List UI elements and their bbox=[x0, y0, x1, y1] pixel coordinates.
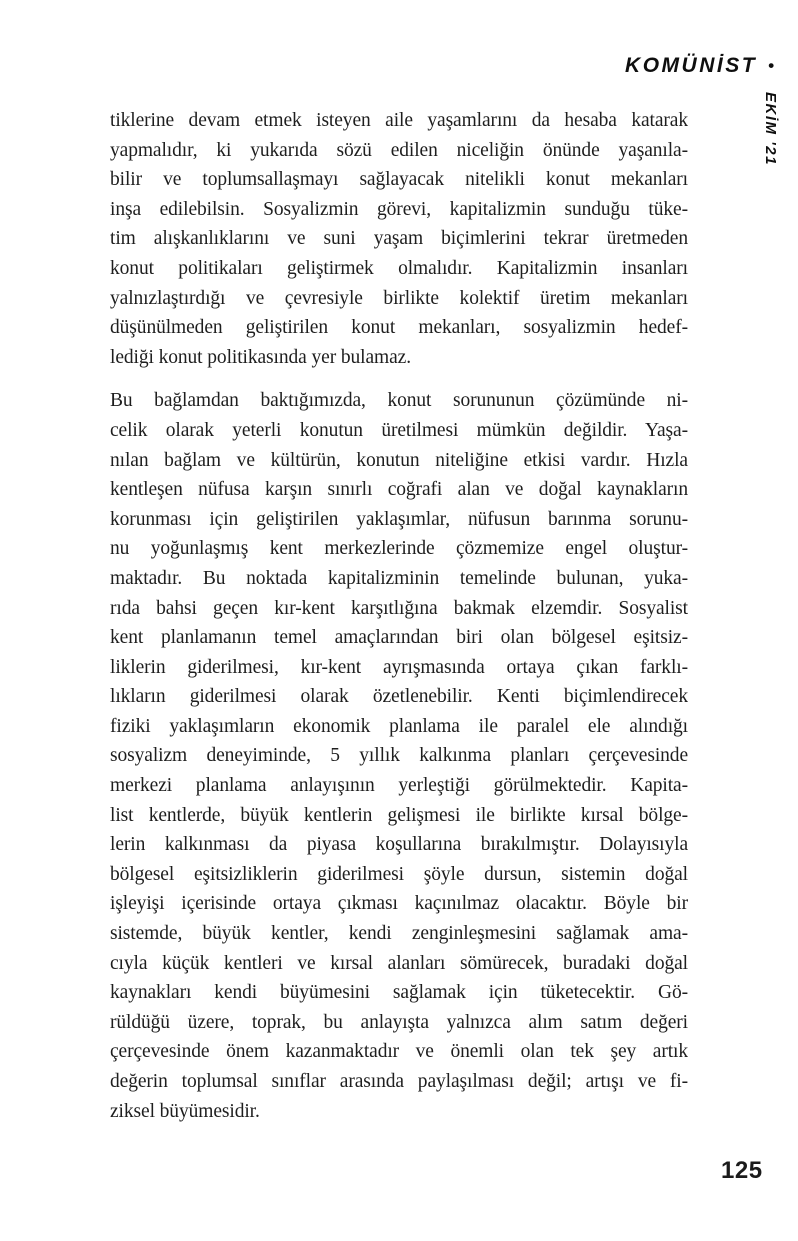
issue-label: EKİM '21 bbox=[762, 92, 779, 166]
text-line: bölgesel eşitsizliklerin giderilmesi şöyle dursun, sistemin doğal bbox=[110, 863, 688, 885]
text-line: Bu bağlamdan baktığımızda, konut sorununun çözümünde ni- bbox=[110, 390, 688, 412]
text-line: list kentlerde, büyük kentlerin gelişmesi ile birlikte kırsal bölge- bbox=[110, 804, 688, 826]
text-line: işleyişi içerisinde ortaya çıkması kaçınılmaz olacaktır. Böyle bir bbox=[110, 893, 688, 915]
paragraph bbox=[110, 106, 688, 372]
page-text bbox=[110, 106, 688, 1126]
text-line: liklerin giderilmesi, kır-kent ayrışmasında ortaya çıkan farklı- bbox=[110, 656, 688, 678]
text-line: yalnızlaştırdığı ve çevresiyle birlikte kolektif üretim mekanları bbox=[110, 287, 688, 309]
text-line: lerin kalkınması da piyasa koşullarına bırakılmıştır. Dolayısıyla bbox=[110, 834, 688, 856]
text-line: inşa edilebilsin. Sosyalizmin görevi, kapitalizmin sunduğu tüke- bbox=[110, 198, 688, 220]
text-line: sistemde, büyük kentler, kendi zenginleşmesini sağlamak ama- bbox=[110, 923, 688, 945]
text-line: nu yoğunlaşmış kent merkezlerinde çözmemize engel oluştur- bbox=[110, 538, 688, 560]
text-line: nılan bağlam ve kültürün, konutun niteliğine etkisi vardır. Hızla bbox=[110, 449, 688, 471]
text-line: lediği konut politikasında yer bulamaz. bbox=[110, 346, 411, 368]
text-line: düşünülmeden geliştirilen konut mekanları, sosyalizmin hedef- bbox=[110, 317, 688, 339]
magazine-title: KOMÜNİST bbox=[625, 54, 758, 77]
text-line: tiklerine devam etmek isteyen aile yaşamlarını da hesaba katarak bbox=[110, 110, 688, 131]
text-line: cıyla küçük kentleri ve kırsal alanları sömürecek, buradaki doğal bbox=[110, 952, 688, 974]
text-line: tim alışkanlıklarını ve suni yaşam biçimlerini tekrar üretmeden bbox=[110, 228, 688, 250]
bullet-icon: • bbox=[768, 56, 774, 75]
text-line: kentleşen nüfusa karşın sınırlı coğrafi alan ve doğal kaynakların bbox=[110, 479, 688, 501]
magazine-masthead bbox=[625, 54, 774, 78]
page-number: 125 bbox=[721, 1157, 763, 1184]
text-line: rıda bahsi geçen kır-kent karşıtlığına bakmak elzemdir. Sosyalist bbox=[110, 597, 688, 619]
text-line: rüldüğü üzere, toprak, bu anlayışta yalnızca alım satım değeri bbox=[110, 1011, 688, 1033]
text-line: kaynakları kendi büyümesini sağlamak için tüketecektir. Gö- bbox=[110, 982, 688, 1004]
text-line: yapmalıdır, ki yukarıda sözü edilen niceliğin önünde yaşanıla- bbox=[110, 139, 688, 161]
text-line: korunması için geliştirilen yaklaşımlar, nüfusun barınma sorunu- bbox=[110, 508, 688, 530]
text-line: bilir ve toplumsallaşmayı sağlayacak nitelikli konut mekanları bbox=[110, 169, 688, 191]
text-line: merkezi planlama anlayışının yerleştiği görülmektedir. Kapita- bbox=[110, 775, 688, 797]
text-line: ziksel büyümesidir. bbox=[110, 1100, 260, 1122]
text-line: fiziki yaklaşımların ekonomik planlama ile paralel ele alındığı bbox=[110, 715, 688, 737]
text-line: çerçevesinde önem kazanmaktadır ve önemli olan tek şey artık bbox=[110, 1041, 688, 1063]
text-line: lıkların giderilmesi olarak özetlenebilir. Kenti biçimlendirecek bbox=[110, 686, 688, 708]
text-line: maktadır. Bu noktada kapitalizminin temelinde bulunan, yuka- bbox=[110, 567, 688, 589]
text-line: konut politikaları geliştirmek olmalıdır. Kapitalizmin insanları bbox=[110, 257, 688, 279]
text-line: celik olarak yeterli konutun üretilmesi mümkün değildir. Yaşa- bbox=[110, 419, 688, 441]
text-line: değerin toplumsal sınıflar arasında paylaşılması değil; artışı ve fi- bbox=[110, 1071, 688, 1092]
text-line: sosyalizm deneyiminde, 5 yıllık kalkınma planları çerçevesinde bbox=[110, 745, 688, 767]
paragraph bbox=[110, 386, 688, 1126]
text-line: kent planlamanın temel amaçlarından biri olan bölgesel eşitsiz- bbox=[110, 627, 688, 649]
